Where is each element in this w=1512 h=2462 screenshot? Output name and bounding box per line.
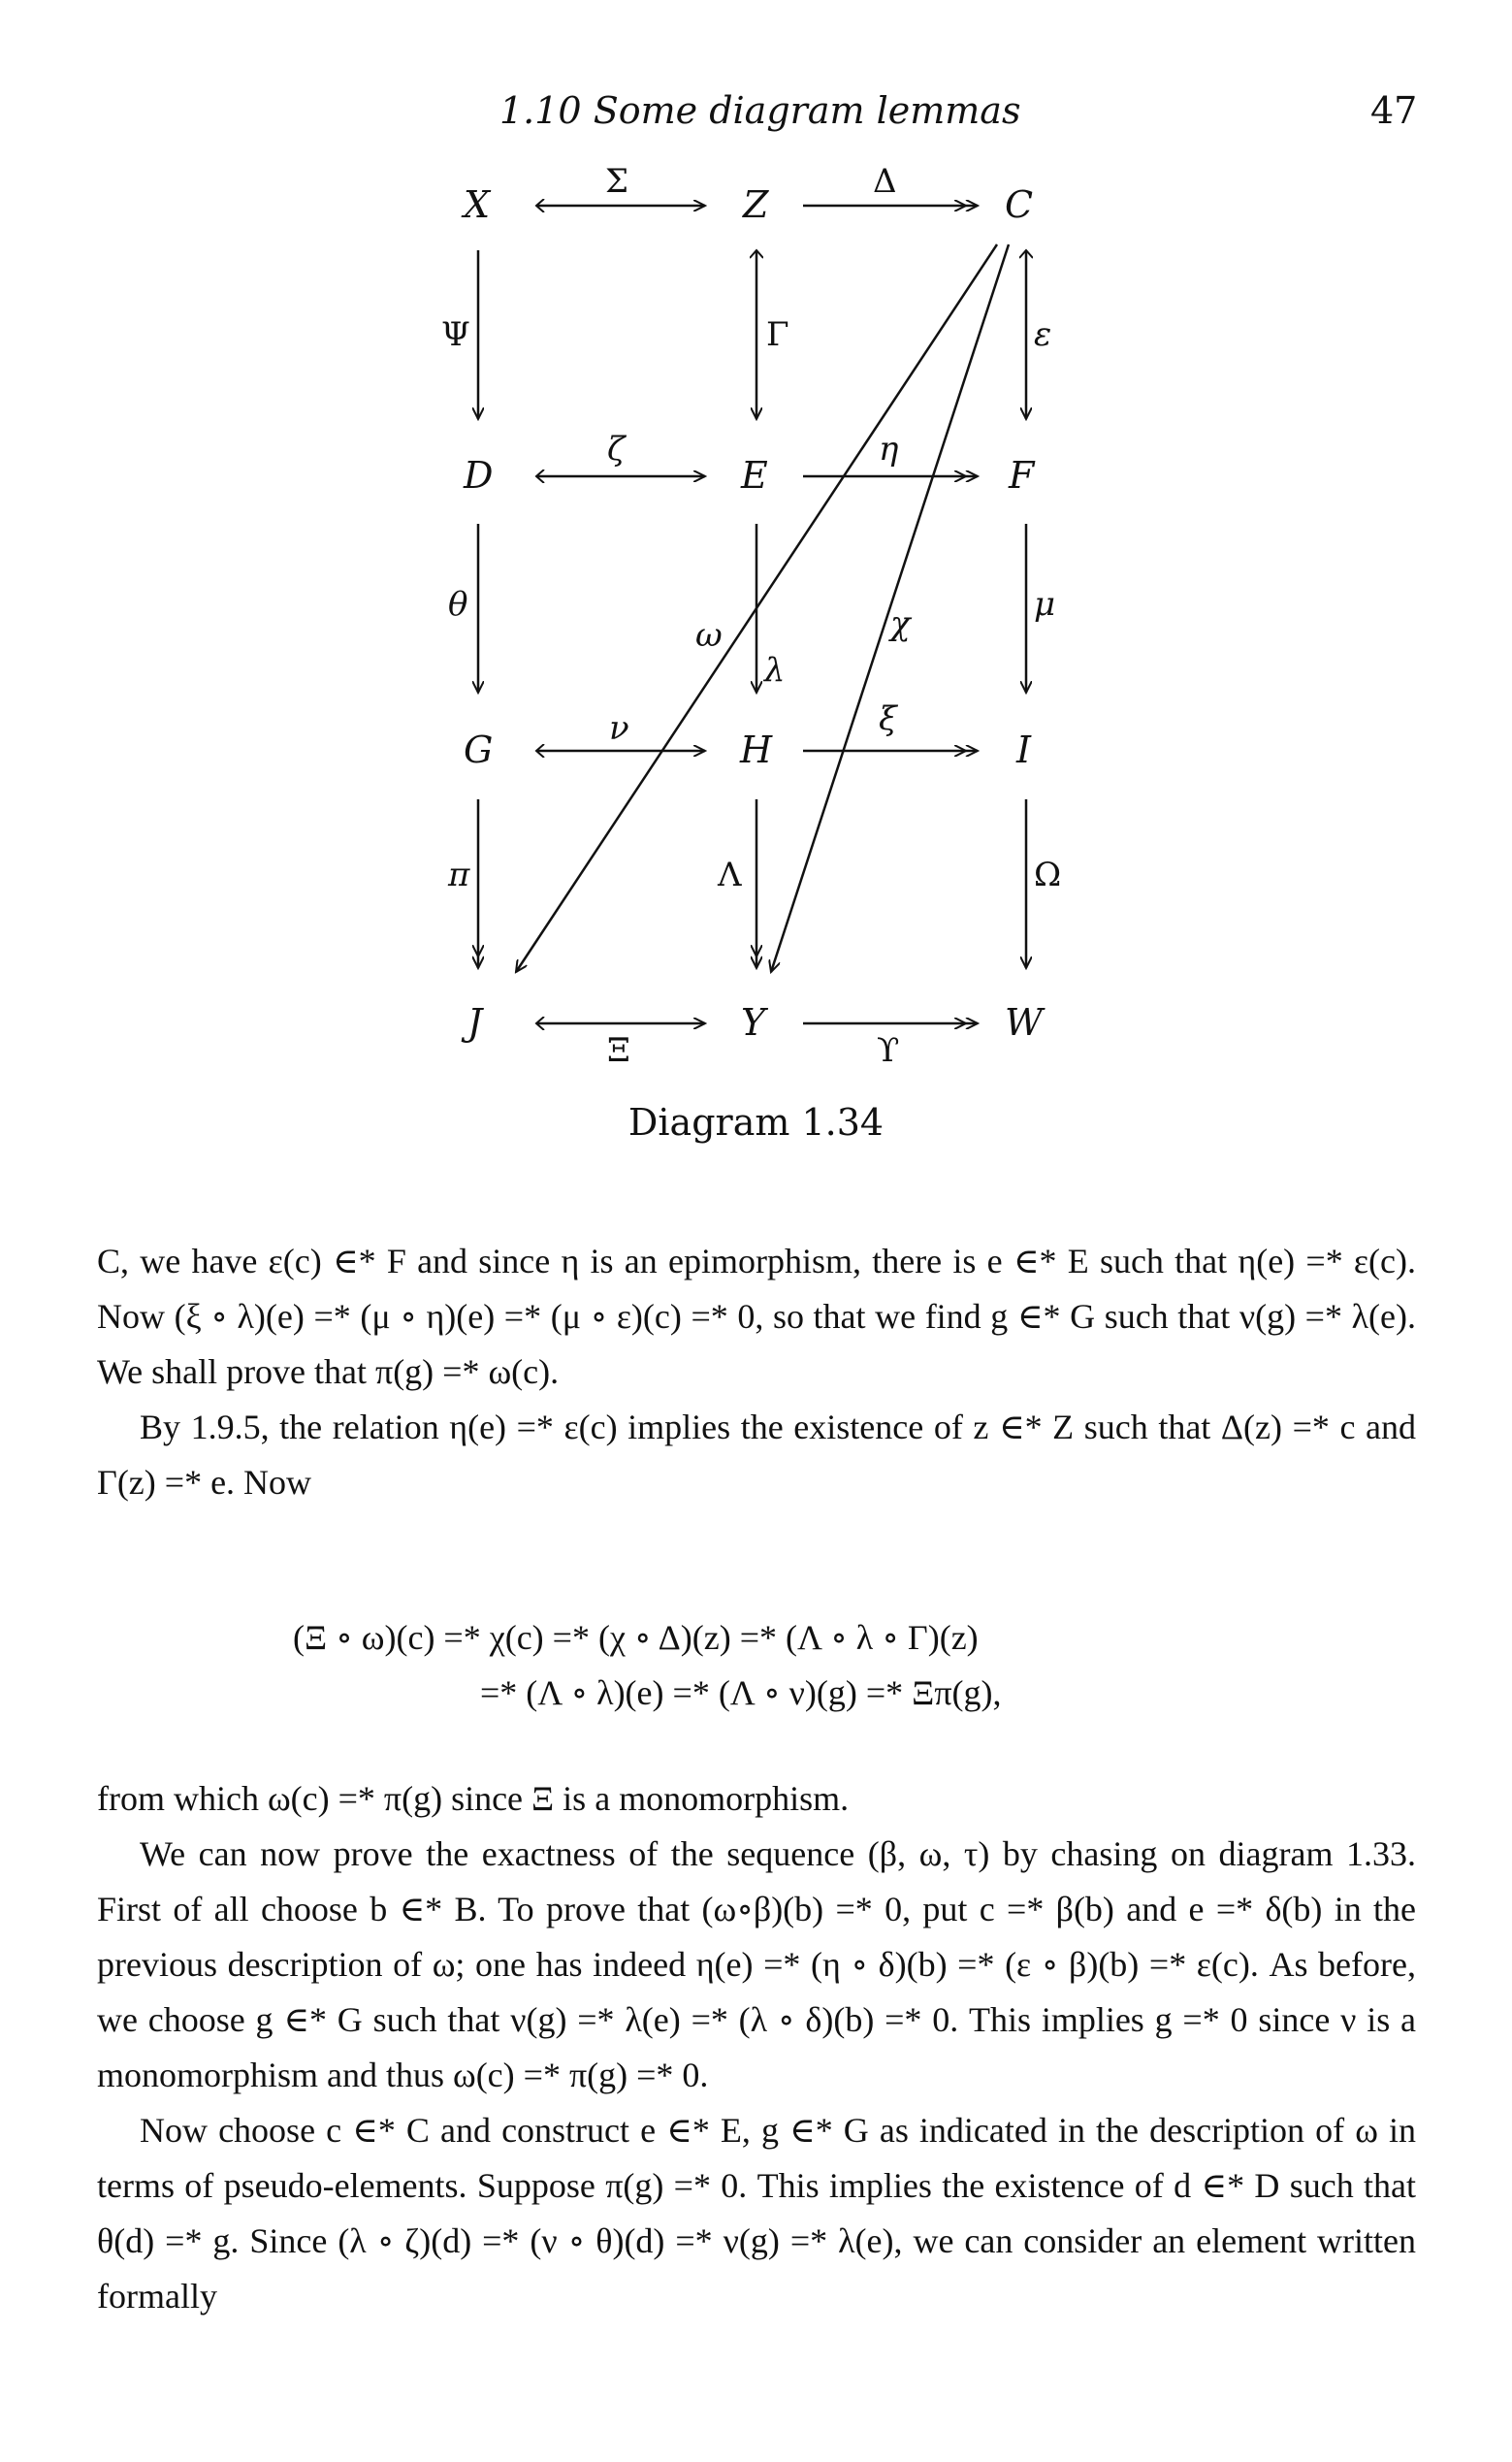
equation-line-1: (Ξ ∘ ω)(c) =* χ(c) =* (χ ∘ Δ)(z) =* (Λ ∘ λ ∘ Γ)(z) [293, 1618, 979, 1657]
label-gamma: Γ [766, 315, 789, 354]
label-pi: π [448, 856, 470, 894]
object-D: D [464, 454, 494, 497]
label-xi: ξ [879, 699, 897, 738]
body-text-block-2 [97, 1771, 1416, 2324]
body-text-block-1 [97, 1234, 1416, 1510]
object-H: H [740, 729, 773, 771]
object-W: W [1005, 1001, 1044, 1044]
object-F: F [1009, 454, 1035, 497]
label-psi: Ψ [441, 315, 470, 354]
label-upsilon: ϒ [877, 1031, 900, 1070]
label-eta: η [879, 430, 899, 469]
paragraph-3: from which ω(c) =* π(g) since Ξ is a monomorphism. [97, 1779, 850, 1818]
object-G: G [464, 729, 494, 771]
label-nu: ν [609, 709, 629, 748]
object-J: J [467, 1001, 483, 1044]
label-lambda: λ [764, 651, 786, 690]
label-sigma: Σ [605, 162, 629, 201]
label-mu: μ [1034, 585, 1056, 624]
object-Z: Z [743, 183, 769, 226]
label-zeta: ζ [607, 430, 626, 469]
label-theta: θ [448, 585, 468, 624]
object-E: E [741, 454, 768, 497]
label-Lambda: Λ [718, 856, 742, 894]
label-epsilon: ε [1034, 315, 1052, 354]
commutative-diagram [0, 0, 1512, 1086]
paragraph-5: Now choose c ∈* C and construct e ∈* E, g ∈* G as indicated in the description of ω in terms of pseudo-elements. Suppose π(g) =* 0. This implies the existence of d ∈* D such that θ(d) =* g. Since (λ ∘ ζ)(d) =* (ν ∘ θ)(d) =* ν(g) =* λ(e), we can consider an element written formally [97, 2111, 1416, 2316]
label-omega: ω [695, 616, 723, 655]
equation-line-2: =* (Λ ∘ λ)(e) =* (Λ ∘ ν)(g) =* Ξπ(g), [480, 1673, 1002, 1712]
object-C: C [1005, 183, 1034, 226]
paragraph-1: C, we have ε(c) ∈* F and since η is an epimorphism, there is e ∈* E such that η(e) =* ε(c). Now (ξ ∘ λ)(e) =* (μ ∘ η)(e) =* (μ ∘ ε)(c) =* 0, so that we find g ∈* G such that ν(g) =* λ(e). We shall prove that π(g) =* ω(c). [97, 1242, 1416, 1391]
object-X: X [464, 183, 491, 226]
label-Omega: Ω [1034, 856, 1062, 894]
label-chi: χ [890, 604, 911, 643]
object-I: I [1016, 729, 1032, 771]
running-header: 1.10 Some diagram lemmas [499, 89, 1021, 132]
paragraph-2: By 1.9.5, the relation η(e) =* ε(c) implies the existence of z ∈* Z such that Δ(z) =* c and Γ(z) =* e. Now [97, 1408, 1416, 1502]
object-Y: Y [741, 1001, 766, 1044]
diagram-caption: Diagram 1.34 [627, 1101, 885, 1144]
page-number: 47 [1370, 89, 1418, 132]
label-Xi: Ξ [607, 1031, 630, 1070]
paragraph-4: We can now prove the exactness of the sequence (β, ω, τ) by chasing on diagram 1.33. First of all choose b ∈* B. To prove that (ω∘β)(b) =* 0, put c =* β(b) and e =* δ(b) in the previous description of ω; one has indeed η(e) =* (η ∘ δ)(b) =* (ε ∘ β)(b) =* ε(c). As before, we choose g ∈* G such that ν(g) =* λ(e) =* (λ ∘ δ)(b) =* 0. This implies g =* 0 since ν is a monomorphism and thus ω(c) =* π(g) =* 0. [97, 1834, 1416, 2094]
label-delta: Δ [873, 162, 897, 201]
